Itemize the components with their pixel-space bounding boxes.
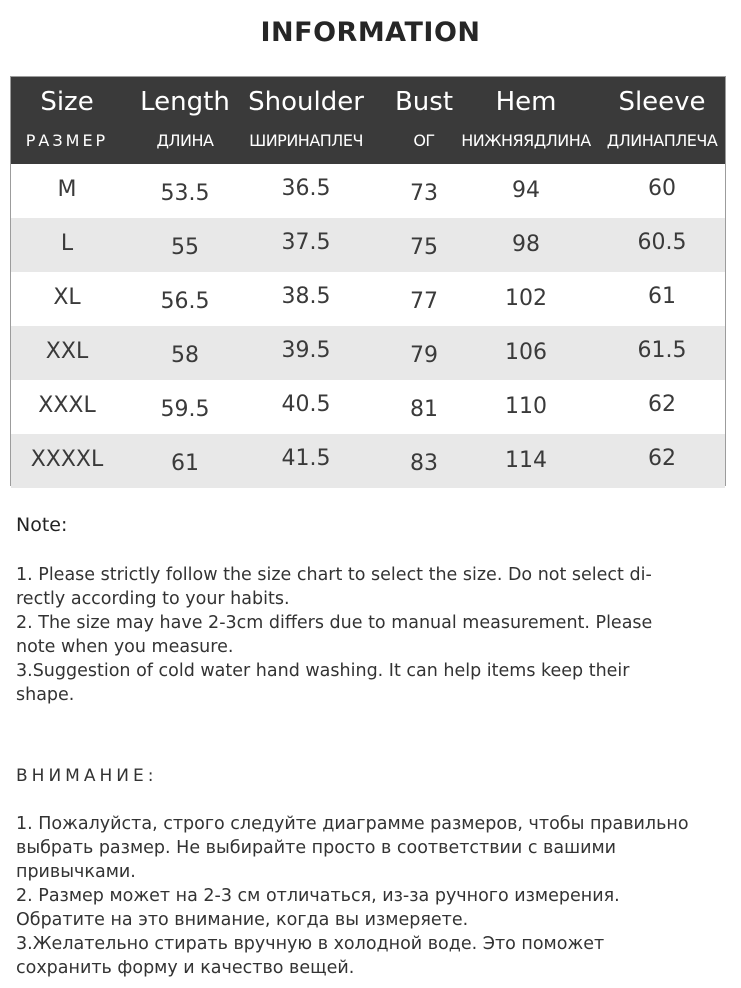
cell-bust: 79 xyxy=(410,343,438,368)
table-row xyxy=(11,380,725,434)
cell-length: 58 xyxy=(171,343,199,368)
note-line: 1. Please strictly follow the size chart to select the size. Do not select di- xyxy=(16,565,652,585)
cell-shoulder: 38.5 xyxy=(281,284,331,309)
cell-length: 53.5 xyxy=(160,181,210,206)
cell-hem: 106 xyxy=(505,340,547,365)
cell-hem: 98 xyxy=(512,232,540,257)
table-header xyxy=(11,77,725,164)
header-length-ru: ДЛИНА xyxy=(156,131,214,150)
note-ru-line: выбрать размер. Не выбирайте просто в соответствии с вашими xyxy=(16,838,617,858)
cell-sleeve: 62 xyxy=(648,446,676,471)
header-shoulder-en: Shoulder xyxy=(248,87,364,117)
header-hem xyxy=(461,77,591,164)
page-title: INFORMATION xyxy=(260,17,481,48)
cell-length: 55 xyxy=(171,235,199,260)
note-ru-line: сохранить форму и качество вещей. xyxy=(16,958,355,978)
cell-bust: 73 xyxy=(410,181,438,206)
header-shoulder xyxy=(243,77,369,164)
header-hem-en: Hem xyxy=(495,87,557,117)
table-row xyxy=(11,272,725,326)
cell-size: XL xyxy=(53,285,81,310)
header-size-en: Size xyxy=(40,87,94,117)
cell-size: M xyxy=(57,177,77,202)
note-ru-line: 1. Пожалуйста, строго следуйте диаграмме размеров, чтобы правильно xyxy=(16,814,689,834)
cell-length: 59.5 xyxy=(160,397,210,422)
note-body xyxy=(16,563,726,707)
cell-shoulder: 36.5 xyxy=(281,176,331,201)
header-hem-ru: НИЖНЯЯДЛИНА xyxy=(461,131,591,150)
cell-hem: 94 xyxy=(512,178,540,203)
note-ru-line: 2. Размер может на 2-3 см отличаться, из-за ручного измерения. xyxy=(16,886,620,906)
header-sleeve-en: Sleeve xyxy=(618,87,706,117)
cell-hem: 110 xyxy=(505,394,547,419)
note-line: rectly according to your habits. xyxy=(16,589,290,609)
cell-shoulder: 41.5 xyxy=(281,446,331,471)
cell-hem: 102 xyxy=(505,286,547,311)
note-ru-body xyxy=(16,812,726,980)
cell-bust: 81 xyxy=(410,397,438,422)
note-ru-line: 3.Желательно стирать вручную в холодной воде. Это поможет xyxy=(16,934,605,954)
cell-sleeve: 60.5 xyxy=(637,230,687,255)
note-line: shape. xyxy=(16,685,75,705)
table-row xyxy=(11,326,725,380)
cell-shoulder: 40.5 xyxy=(281,392,331,417)
header-sleeve-ru: ДЛИНАПЛЕЧА xyxy=(606,131,718,150)
header-sleeve xyxy=(599,77,725,164)
note-ru-title: ВНИМАНИЕ: xyxy=(16,766,158,786)
header-bust-en: Bust xyxy=(394,87,454,117)
header-bust xyxy=(381,77,467,164)
table-row xyxy=(11,434,725,488)
header-size-ru: РАЗМЕР xyxy=(25,131,109,150)
cell-length: 61 xyxy=(171,451,199,476)
table-row xyxy=(11,164,725,218)
cell-sleeve: 62 xyxy=(648,392,676,417)
table-row xyxy=(11,218,725,272)
cell-size: XXL xyxy=(45,339,89,364)
header-length xyxy=(131,77,239,164)
note-ru-line: привычками. xyxy=(16,862,136,882)
cell-hem: 114 xyxy=(505,448,547,473)
cell-bust: 75 xyxy=(410,235,438,260)
cell-shoulder: 39.5 xyxy=(281,338,331,363)
cell-bust: 77 xyxy=(410,289,438,314)
cell-size: XXXL xyxy=(38,393,96,418)
size-chart-table xyxy=(10,76,726,486)
cell-sleeve: 60 xyxy=(648,176,676,201)
note-line: 3.Suggestion of cold water hand washing. It can help items keep their xyxy=(16,661,630,681)
note-line: 2. The size may have 2-3cm differs due to manual measurement. Please xyxy=(16,613,653,633)
cell-size: L xyxy=(60,231,74,256)
cell-size: XXXXL xyxy=(30,447,104,472)
cell-sleeve: 61 xyxy=(648,284,676,309)
note-line: note when you measure. xyxy=(16,637,234,657)
cell-shoulder: 37.5 xyxy=(281,230,331,255)
cell-sleeve: 61.5 xyxy=(637,338,687,363)
note-title: Note: xyxy=(16,514,68,536)
header-size xyxy=(11,77,123,164)
note-ru-line: Обратите на это внимание, когда вы измеряете. xyxy=(16,910,469,930)
header-bust-ru: ОГ xyxy=(413,131,435,150)
header-length-en: Length xyxy=(140,87,230,117)
cell-length: 56.5 xyxy=(160,289,210,314)
header-shoulder-ru: ШИРИНАПЛЕЧ xyxy=(249,131,363,150)
cell-bust: 83 xyxy=(410,451,438,476)
